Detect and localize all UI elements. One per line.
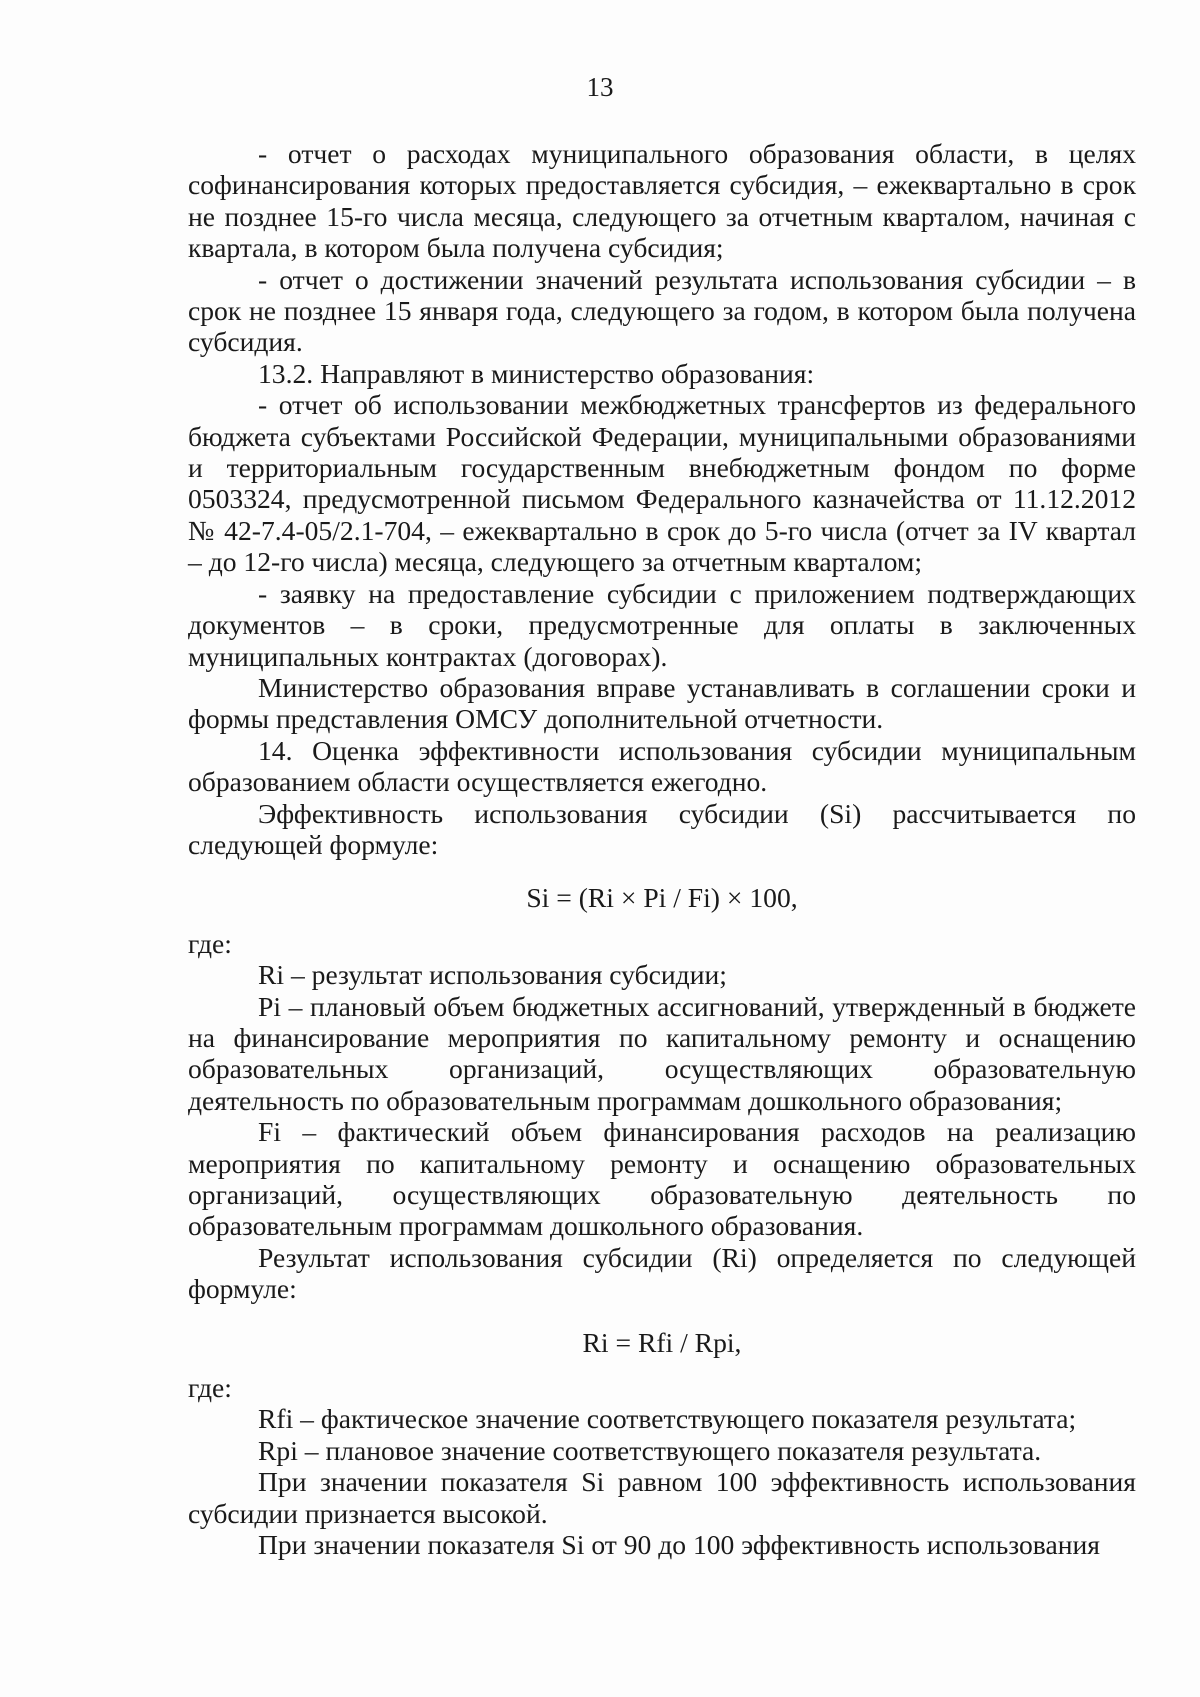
formula: Si = (Ri × Pi / Fi) × 100, (526, 882, 798, 914)
document-body (188, 138, 1136, 1560)
paragraph: При значении показателя Si от 90 до 100 эффективность использования (258, 1529, 1100, 1561)
paragraph: Pi – плановый объем бюджетных ассигнований, утвержденный в бюджете на финансирование мероприятия по капитальному ремонту и оснащению образовательных организаций, осуществляющих образовательную деятельность по образовательным программам дошкольного образования; (188, 990, 1136, 1116)
page-number: 13 (586, 72, 614, 102)
paragraph: Результат использования субсидии (Ri) определяется по следующей формуле: (188, 1241, 1136, 1305)
paragraph: Министерство образования вправе устанавливать в соглашении сроки и формы представления ОМСУ дополнительной отчетности. (188, 671, 1136, 735)
paragraph: 13.2. Направляют в министерство образования: (258, 357, 815, 389)
paragraph: При значении показателя Si равном 100 эффективность использования субсидии признается высокой. (188, 1466, 1136, 1529)
paragraph: где: (188, 927, 232, 959)
paragraph: - отчет о расходах муниципального образования области, в целях софинансирования которых предоставляется субсидия, – ежеквартально в срок не позднее 15-го числа месяца, следующего за отчетным кварталом, начиная с квартала, в котором была получена субсидия; (188, 138, 1136, 264)
paragraph: Rpi – плановое значение соответствующего показателя результата. (258, 1434, 1042, 1466)
formula: Ri = Rfi / Rpi, (582, 1326, 742, 1358)
paragraph: Эффективность использования субсидии (Si) рассчитывается по следующей формуле: (188, 797, 1136, 860)
paragraph: где: (188, 1372, 232, 1404)
paragraph: 14. Оценка эффективности использования субсидии муниципальным образованием области осуществляется ежегодно. (188, 734, 1136, 798)
paragraph: - заявку на предоставление субсидии с приложением подтверждающих документов – в сроки, предусмотренные для оплаты в заключенных муниципальных контрактах (договорах). (188, 577, 1136, 672)
paragraph: Fi – фактический объем финансирования расходов на реализацию мероприятия по капитальному ремонту и оснащению образовательных организаций, осуществляющих образовательную деятельность по образовательным программам дошкольного образования. (188, 1116, 1136, 1242)
paragraph: - отчет об использовании межбюджетных трансфертов из федерального бюджета субъектами Российской Федерации, муниципальными образованиями и территориальным государственным внебюджетным фондом по форме 0503324, предусмотренной письмом Федерального казначейства от 11.12.2012 № 42-7.4-05/2.1-704, – ежеквартально в срок до 5-го числа (отчет за IV квартал – до 12-го числа) месяца, следующего за отчетным кварталом; (188, 389, 1136, 578)
paragraph: Rfi – фактическое значение соответствующего показателя результата; (258, 1403, 1077, 1435)
paragraph: Ri – результат использования субсидии; (258, 959, 727, 991)
paragraph: - отчет о достижении значений результата использования субсидии – в срок не позднее 15 января года, следующего за годом, в котором была получена субсидия. (188, 263, 1136, 358)
